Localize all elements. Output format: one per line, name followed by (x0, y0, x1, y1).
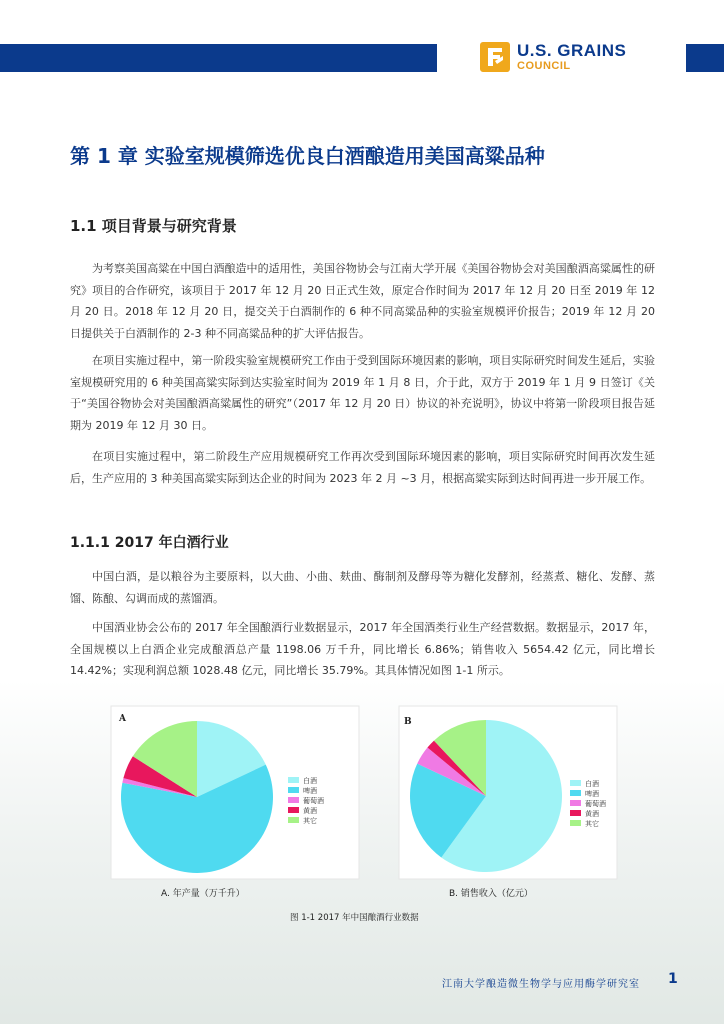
header-bar-left (0, 44, 437, 72)
pie-slices (121, 721, 273, 873)
pie-chart-revenue (398, 705, 618, 880)
paragraph: 中国酒业协会公布的 2017 年全国酿酒行业数据显示，2017 年全国酒类行业生产经营数据。数据显示，2017 年，全国规模以上白酒企业完成酿酒总产量 1198.06 万千升，同比增长 6.86%；销售收入 5654.42 亿元，同比增长 14.42%；实现利润总额 1028.48 亿元，同比增长 35.79%。其具体情况如图 1-1 所示。 (70, 621, 655, 677)
section-title: 1.1 项目背景与研究背景 (70, 217, 237, 235)
figure-caption: 图 1-1 2017 年中国酿酒行业数据 (290, 913, 419, 923)
legend-swatch (288, 797, 299, 803)
subsection-title: 1.1.1 2017 年白酒行业 (70, 535, 229, 551)
header-bar-right (686, 44, 724, 72)
legend-label: 其它 (303, 817, 317, 825)
legend-swatch (570, 790, 581, 796)
legend-swatch (288, 787, 299, 793)
legend-label: 黄酒 (303, 807, 317, 815)
legend-label: 葡萄酒 (585, 800, 606, 808)
legend-swatch (570, 780, 581, 786)
paragraph: 在项目实施过程中，第二阶段生产应用规模研究工作再次受到国际环境因素的影响，项目实际研究时间再次发生延后，生产应用的 3 种美国高粱实际到达企业的时间为 2023 年 2 月 ~3 月，根据高粱实际到达时间再进一步开展工作。 (70, 450, 655, 485)
logo-sub: COUNCIL (517, 60, 571, 72)
legend-swatch (570, 810, 581, 816)
legend-label: 啤酒 (303, 787, 317, 795)
paragraph: 为考察美国高粱在中国白酒酿造中的适用性，美国谷物协会与江南大学开展《美国谷物协会对美国酿酒高粱属性的研究》项目的合作研究，该项目于 2017 年 12 月 20 日正式生效，原定合作时间为 2017 年 12 月 20 日至 2019 年 12 月 20 日。2018 年 12 月 20 日，提交关于白酒制作的 6 种不同高粱品种的实验室规模评价报告；2019 年 12 月 20 日提供关于白酒制作的 2-3 种不同高粱品种的扩大评估报告。 (70, 262, 655, 340)
paragraph: 中国白酒，是以粮谷为主要原料，以大曲、小曲、麸曲、酶制剂及酵母等为糖化发酵剂，经蒸煮、糖化、发酵、蒸馏、陈酿、勾调而成的蒸馏酒。 (70, 570, 655, 605)
panel-label: A (119, 714, 126, 724)
legend-swatch (288, 817, 299, 823)
legend-swatch (288, 807, 299, 813)
pie-chart-production (110, 705, 360, 880)
legend-swatch (570, 800, 581, 806)
logo-name: U.S. GRAINS (517, 41, 627, 60)
usgc-logo (480, 42, 660, 76)
chart-title-a: A. 年产量（万千升） (161, 889, 245, 899)
footer-lab-name: 江南大学酿造微生物学与应用酶学研究室 (442, 979, 640, 990)
chapter-title: 第 1 章 实验室规模筛选优良白酒酿造用美国高粱品种 (70, 144, 545, 168)
pie-slices (410, 720, 562, 872)
legend-swatch (570, 820, 581, 826)
legend-label: 其它 (585, 820, 599, 828)
legend-label: 黄酒 (585, 810, 599, 818)
panel-label: B (404, 717, 412, 727)
page-number: 1 (668, 971, 678, 987)
logo-mark-icon (480, 42, 510, 72)
chart-title-b: B. 销售收入（亿元） (449, 889, 533, 899)
paragraph: 在项目实施过程中，第一阶段实验室规模研究工作由于受到国际环境因素的影响，项目实际研究时间发生延后，实验室规模研究用的 6 种美国高粱实际到达实验室时间为 2019 年 1 月 8 日，介于此，双方于 2019 年 1 月 9 日签订《关于“美国谷物协会对美国酿酒高粱属性的研究”（2017 年 12 月 20 日）协议的补充说明》，协议中将第一阶段项目报告延期为 2019 年 12 月 30 日。 (70, 354, 655, 432)
legend-swatch (288, 777, 299, 783)
legend-label: 葡萄酒 (303, 797, 324, 805)
legend-label: 啤酒 (585, 790, 599, 798)
legend-label: 白酒 (585, 780, 599, 788)
legend-label: 白酒 (303, 777, 317, 785)
